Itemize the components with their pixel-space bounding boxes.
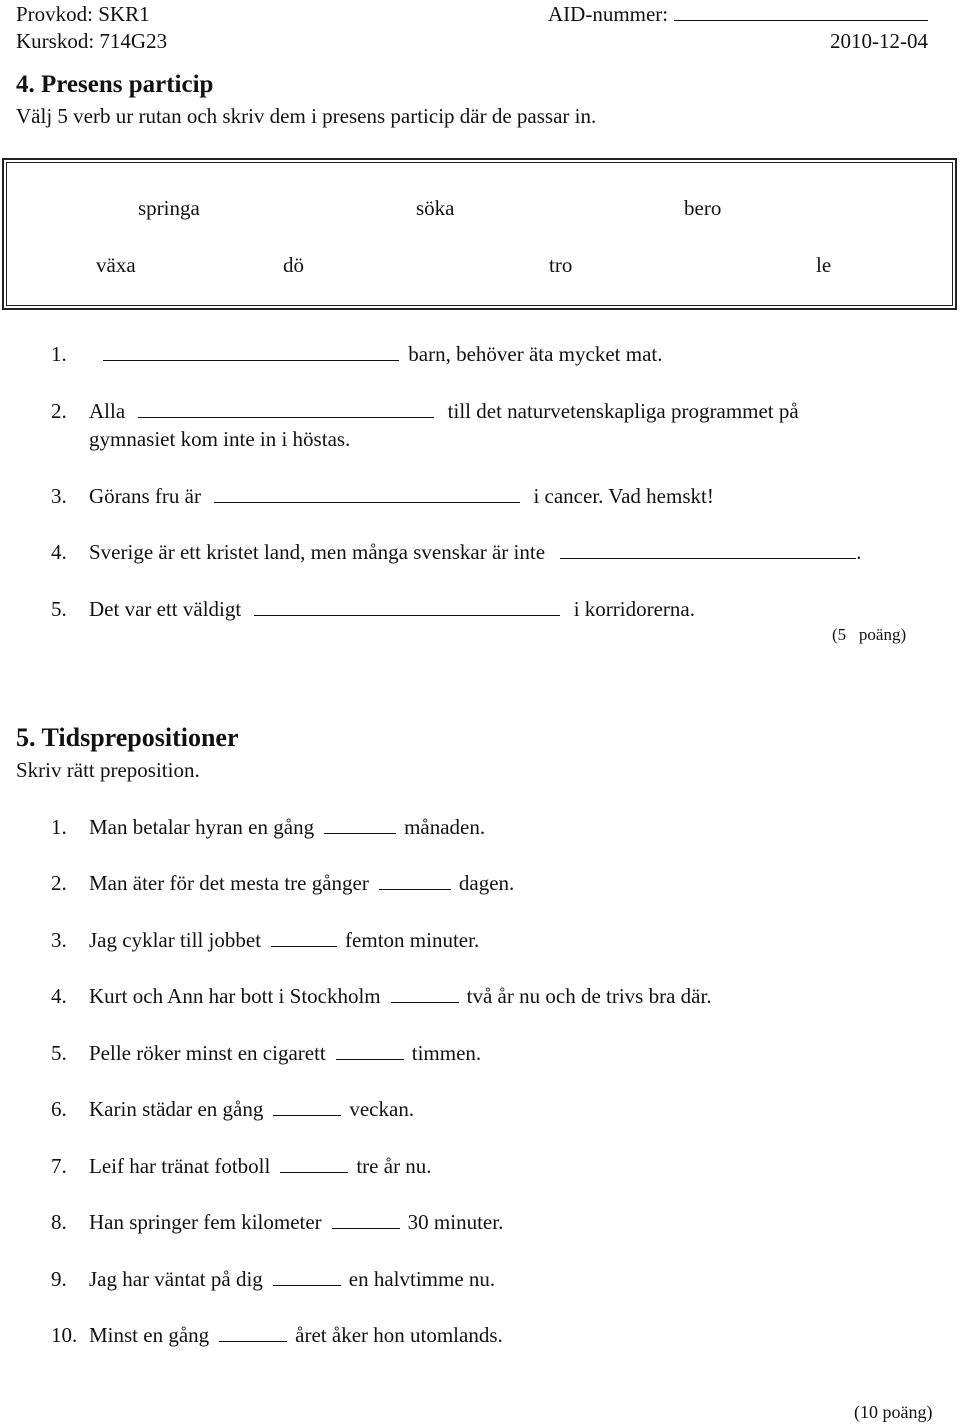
word-do: dö bbox=[283, 253, 304, 277]
exam-date: 2010-12-04 bbox=[830, 29, 928, 53]
s5-item5-blank[interactable] bbox=[336, 1058, 404, 1060]
s5-item4-number: 4. bbox=[51, 984, 67, 1008]
s5-item5-before: Pelle röker minst en cigarett bbox=[89, 1041, 326, 1065]
s5-item10 bbox=[89, 1323, 503, 1348]
s5-item4-blank[interactable] bbox=[391, 1001, 459, 1003]
s5-item9-before: Jag har väntat på dig bbox=[89, 1267, 263, 1291]
s4-item4 bbox=[89, 540, 862, 565]
s5-item6-before: Karin städar en gång bbox=[89, 1097, 264, 1121]
s4-item2-after: till det naturvetenskapliga programmet på bbox=[447, 399, 799, 423]
s4-item3-blank[interactable] bbox=[214, 501, 520, 503]
s5-item8 bbox=[89, 1210, 503, 1235]
s4-item3-before: Görans fru är bbox=[89, 484, 201, 508]
s5-item10-number: 10. bbox=[51, 1323, 78, 1347]
aid-number-field[interactable] bbox=[674, 19, 928, 21]
s5-item1-blank[interactable] bbox=[324, 832, 396, 834]
s4-item1-blank[interactable] bbox=[103, 359, 399, 361]
word-box bbox=[2, 158, 957, 310]
s5-item7-number: 7. bbox=[51, 1154, 67, 1178]
s4-item2-number: 2. bbox=[51, 399, 67, 423]
word-vaxa: växa bbox=[96, 253, 136, 277]
s5-item7-after: tre år nu. bbox=[356, 1154, 432, 1178]
word-tro: tro bbox=[549, 253, 573, 277]
s5-item6 bbox=[89, 1097, 414, 1122]
s5-item3-blank[interactable] bbox=[271, 945, 337, 947]
s4-item3-number: 3. bbox=[51, 484, 67, 508]
section5-points: (10 poäng) bbox=[854, 1402, 933, 1422]
s5-item7-before: Leif har tränat fotboll bbox=[89, 1154, 271, 1178]
s5-item5 bbox=[89, 1041, 481, 1066]
s5-item5-number: 5. bbox=[51, 1041, 67, 1065]
s5-item1 bbox=[89, 815, 485, 840]
s5-item8-after: 30 minuter. bbox=[407, 1210, 504, 1234]
word-springa: springa bbox=[138, 196, 200, 220]
s5-item8-before: Han springer fem kilometer bbox=[89, 1210, 322, 1234]
aid-label-text: AID-nummer: bbox=[548, 2, 669, 26]
section4-title: 4. Presens particip bbox=[16, 71, 214, 98]
s4-item5-blank[interactable] bbox=[254, 614, 560, 616]
s5-item9-after: en halvtimme nu. bbox=[348, 1267, 496, 1291]
s5-item5-after: timmen. bbox=[411, 1041, 482, 1065]
s4-item1-number: 1. bbox=[51, 342, 67, 366]
s5-item3 bbox=[89, 928, 479, 953]
s5-item4-before: Kurt och Ann har bott i Stockholm bbox=[89, 984, 381, 1008]
s4-item4-number: 4. bbox=[51, 540, 67, 564]
s5-item7 bbox=[89, 1154, 432, 1179]
s5-item3-after: femton minuter. bbox=[345, 928, 480, 952]
s5-item1-before: Man betalar hyran en gång bbox=[89, 815, 315, 839]
s4-item4-before: Sverige är ett kristet land, men många svenskar är inte bbox=[89, 540, 546, 564]
s4-item5 bbox=[89, 597, 695, 622]
s4-item2-line2: gymnasiet kom inte in i höstas. bbox=[89, 427, 351, 451]
aid-label bbox=[548, 2, 932, 27]
s5-item3-before: Jag cyklar till jobbet bbox=[89, 928, 262, 952]
section4-instruction: Välj 5 verb ur rutan och skriv dem i presens particip där de passar in. bbox=[16, 104, 597, 128]
s4-item2-blank[interactable] bbox=[138, 416, 434, 418]
s5-item4 bbox=[89, 984, 712, 1009]
s5-item6-number: 6. bbox=[51, 1097, 67, 1121]
s4-item3-after: i cancer. Vad hemskt! bbox=[533, 484, 714, 508]
s5-item3-number: 3. bbox=[51, 928, 67, 952]
s5-item8-blank[interactable] bbox=[332, 1227, 400, 1229]
provkod: Provkod: SKR1 bbox=[16, 2, 150, 26]
s4-item5-after: i korridorerna. bbox=[573, 597, 695, 621]
s4-item2 bbox=[89, 399, 799, 424]
s5-item1-after: månaden. bbox=[404, 815, 486, 839]
section5-title: 5. Tidsprepositioner bbox=[16, 723, 239, 752]
word-bero: bero bbox=[684, 196, 722, 220]
s5-item9-number: 9. bbox=[51, 1267, 67, 1291]
word-le: le bbox=[816, 253, 832, 277]
s4-item5-number: 5. bbox=[51, 597, 67, 621]
s5-item2 bbox=[89, 871, 514, 896]
s5-item6-after: veckan. bbox=[349, 1097, 415, 1121]
s4-item1 bbox=[89, 342, 662, 367]
s5-item2-blank[interactable] bbox=[379, 888, 451, 890]
s5-item2-after: dagen. bbox=[458, 871, 515, 895]
s5-item8-number: 8. bbox=[51, 1210, 67, 1234]
s5-item6-blank[interactable] bbox=[273, 1114, 341, 1116]
word-soka: söka bbox=[416, 196, 455, 220]
s4-item5-before: Det var ett väldigt bbox=[89, 597, 242, 621]
s4-item3 bbox=[89, 484, 714, 509]
s5-item9 bbox=[89, 1267, 495, 1292]
s4-item4-after: . bbox=[856, 540, 862, 564]
section5-instruction: Skriv rätt preposition. bbox=[16, 758, 200, 782]
s5-item2-number: 2. bbox=[51, 871, 67, 895]
s5-item7-blank[interactable] bbox=[280, 1171, 348, 1173]
s4-item1-after: barn, behöver äta mycket mat. bbox=[408, 342, 663, 366]
s5-item2-before: Man äter för det mesta tre gånger bbox=[89, 871, 369, 895]
s4-item4-blank[interactable] bbox=[560, 557, 856, 559]
s5-item4-after: två år nu och de trivs bra där. bbox=[466, 984, 712, 1008]
s5-item1-number: 1. bbox=[51, 815, 67, 839]
s5-item10-before: Minst en gång bbox=[89, 1323, 210, 1347]
s4-item2-before: Alla bbox=[89, 399, 126, 423]
kurskod: Kurskod: 714G23 bbox=[16, 29, 168, 53]
s5-item10-after: året åker hon utomlands. bbox=[295, 1323, 503, 1347]
s5-item9-blank[interactable] bbox=[273, 1284, 341, 1286]
section4-points: (5 poäng) bbox=[832, 625, 907, 644]
s5-item10-blank[interactable] bbox=[219, 1340, 287, 1342]
